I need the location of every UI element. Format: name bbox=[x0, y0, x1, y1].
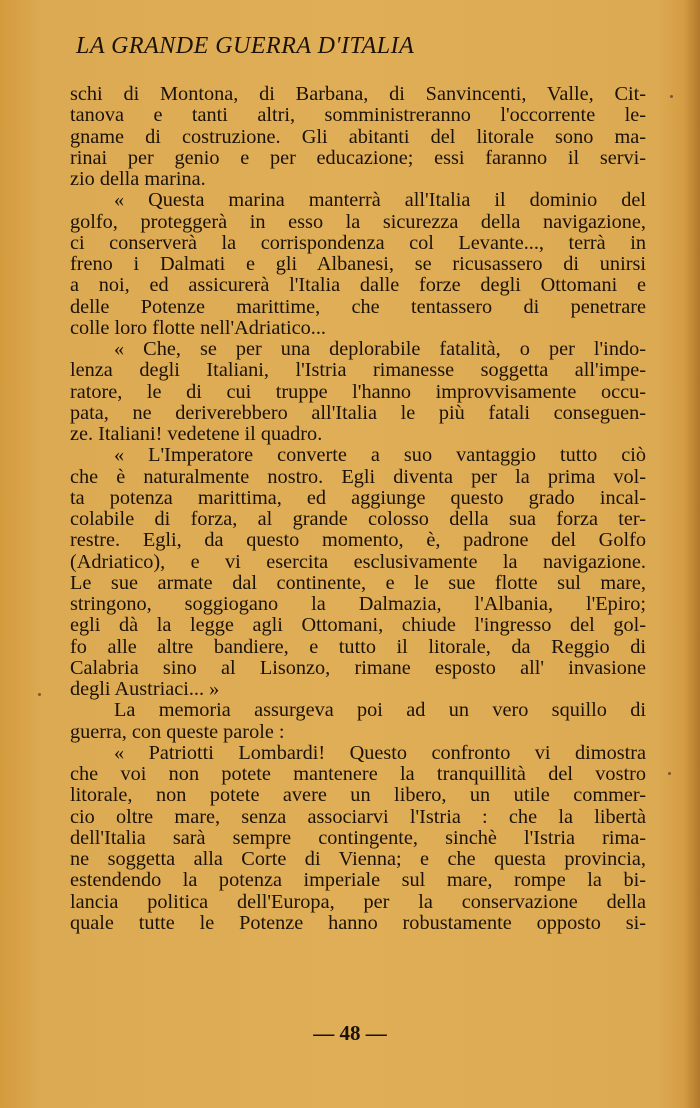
body-text bbox=[70, 84, 646, 934]
paper-speck bbox=[670, 95, 673, 98]
text-line: zio della marina. bbox=[70, 168, 206, 190]
text-line: La memoria assurgeva poi ad un vero squillo di bbox=[114, 699, 646, 722]
text-line: « Patriotti Lombardi! Questo confronto vi dimostra bbox=[114, 741, 646, 764]
text-line: gname di costruzione. Gli abitanti del litorale sono ma- bbox=[70, 125, 646, 148]
text-line: colle loro flotte nell'Adriatico... bbox=[70, 316, 326, 339]
text-line: fo alle altre bandiere, e tutto il litorale, da Reggio di bbox=[70, 635, 646, 658]
text-line: colabile di forza, al grande colosso della sua forza ter- bbox=[70, 508, 646, 530]
text-line: schi di Montona, di Barbana, di Sanvincenti, Valle, Cit- bbox=[70, 83, 646, 105]
paper-speck bbox=[668, 772, 671, 775]
text-line: quale tutte le Potenze hanno robustamente opposto si- bbox=[70, 911, 646, 934]
text-line: Le sue armate dal continente, e le sue flotte sul mare, bbox=[70, 571, 646, 594]
paper-speck bbox=[38, 693, 41, 696]
page-number: — 48 — bbox=[313, 1021, 387, 1045]
text-line: lancia politica dell'Europa, per la conservazione della bbox=[70, 890, 646, 913]
text-line: « Che, se per una deplorabile fatalità, o per l'indo- bbox=[114, 338, 646, 360]
text-line: che voi non potete mantenere la tranquillità del vostro bbox=[70, 763, 646, 785]
text-line: ratore, le di cui truppe l'hanno improvvisamente occu- bbox=[70, 380, 646, 403]
text-line: ne soggetta alla Corte di Vienna; e che questa provincia, bbox=[70, 848, 646, 870]
text-line: ci conserverà la corrispondenza col Levante..., terrà in bbox=[70, 231, 646, 254]
text-line: degli Austriaci... » bbox=[70, 678, 220, 700]
running-head: LA GRANDE GUERRA D'ITALIA bbox=[76, 33, 415, 59]
text-line: stringono, soggiogano la Dalmazia, l'Albania, l'Epiro; bbox=[70, 593, 646, 615]
text-line: (Adriatico), e vi esercita esclusivamente la navigazione. bbox=[70, 550, 646, 573]
text-line: a noi, ed assicurerà l'Italia dalle forze degli Ottomani e bbox=[70, 274, 646, 297]
text-line: egli dà la legge agli Ottomani, chiude l'ingresso del gol- bbox=[70, 614, 646, 637]
text-line: guerra, con queste parole : bbox=[70, 720, 285, 743]
text-line: estendendo la potenza imperiale sul mare, rompe la bi- bbox=[70, 869, 646, 892]
text-line: freno i Dalmati e gli Albanesi, se ricusassero di unirsi bbox=[70, 253, 646, 275]
text-line: rinai per genio e per educazione; essi faranno il servi- bbox=[70, 146, 646, 169]
text-line: che è naturalmente nostro. Egli diventa per la prima vol- bbox=[70, 465, 646, 488]
text-line: dell'Italia sarà sempre contingente, sinchè l'Istria rima- bbox=[70, 826, 646, 849]
text-line: litorale, non potete avere un libero, un utile commer- bbox=[70, 784, 646, 807]
text-line: delle Potenze marittime, che tentassero di penetrare bbox=[70, 295, 646, 318]
text-line: lenza degli Italiani, l'Istria rimanesse soggetta all'impe- bbox=[70, 359, 646, 382]
text-line: ta potenza marittima, ed aggiunge questo grado incal- bbox=[70, 486, 646, 509]
text-line: cio oltre mare, senza associarvi l'Istria : che la libertà bbox=[70, 805, 646, 828]
text-line: restre. Egli, da questo momento, è, padrone del Golfo bbox=[70, 529, 646, 552]
text-line: ze. Italiani! vedetene il quadro. bbox=[70, 423, 323, 445]
text-line: golfo, proteggerà in esso la sicurezza della navigazione, bbox=[70, 210, 646, 233]
text-line: « Questa marina manterrà all'Italia il dominio del bbox=[114, 189, 646, 212]
text-line: tanova e tanti altri, somministreranno l'occorrente le- bbox=[70, 104, 646, 127]
text-line: pata, ne deriverebbero all'Italia le più fatali conseguen- bbox=[70, 401, 646, 424]
text-line: « L'Imperatore converte a suo vantaggio tutto ciò bbox=[114, 444, 646, 467]
text-line: Calabria sino al Lisonzo, rimane esposto all' invasione bbox=[70, 656, 646, 679]
page-edge-shadow bbox=[684, 0, 700, 1108]
